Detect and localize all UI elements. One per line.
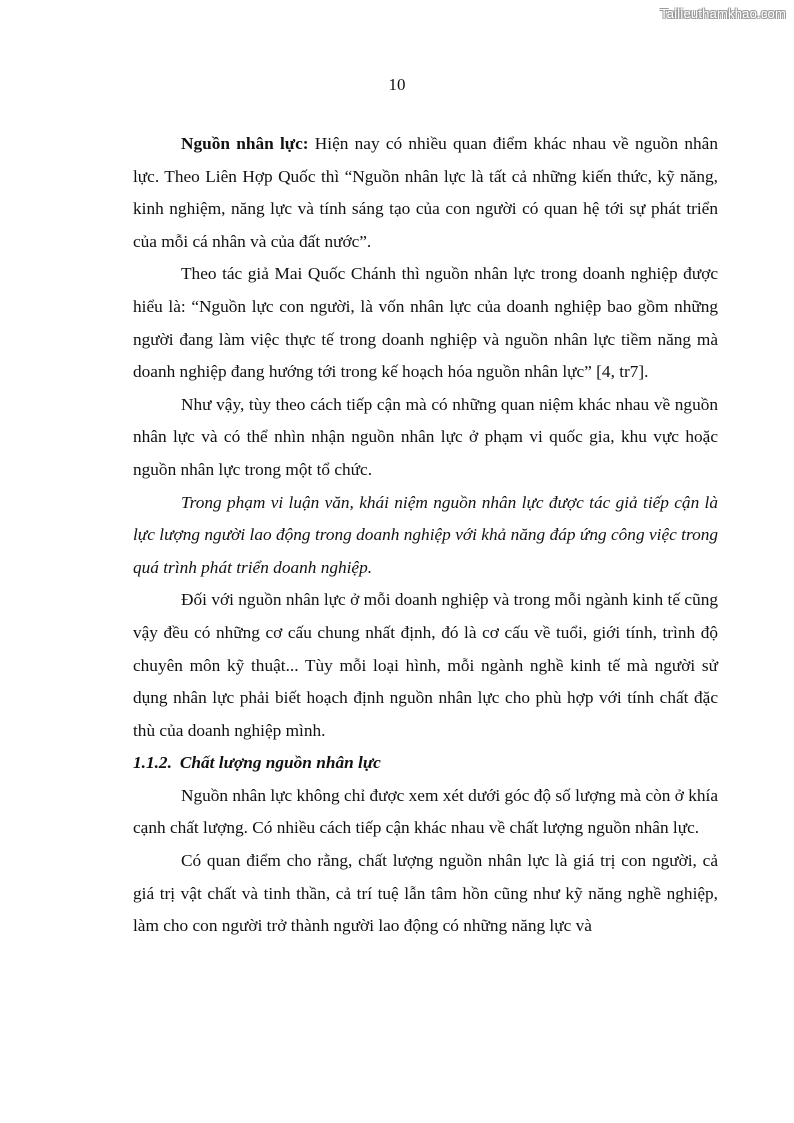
watermark: Tailieuthamkhao.com [660, 6, 786, 21]
page-number: 10 [388, 75, 406, 94]
paragraph-quality-intro: Nguồn nhân lực không chỉ được xem xét dưới góc độ số lượng mà còn ở khía cạnh chất lượng. Có nhiều cách tiếp cận khác nhau về chất lượng nguồn nhân lực. [133, 785, 718, 838]
term-label: Nguồn nhân lực: [181, 134, 309, 153]
paragraph-quality-viewpoint: Có quan điểm cho rằng, chất lượng nguồn nhân lực là giá trị con người, cả giá trị vật chất và tinh thần, cả trí tuệ lẫn tâm hồn cũng như kỹ năng nghề nghiệp, làm cho con người trở thành người lao động có những năng lực và [133, 851, 718, 936]
section-number: 1.1.2. [133, 753, 172, 773]
paragraph-human-resources-definition [133, 128, 718, 258]
paragraph-approaches: Như vậy, tùy theo cách tiếp cận mà có những quan niệm khác nhau về nguồn nhân lực và có thể nhìn nhận nguồn nhân lực ở phạm vi quốc gia, khu vực hoặc nguồn nhân lực trong một tổ chức. [133, 394, 718, 479]
section-heading [133, 747, 718, 780]
paragraph-mai-quoc-chanh: Theo tác giả Mai Quốc Chánh thì nguồn nhân lực trong doanh nghiệp được hiểu là: “Nguồn lực con người, là vốn nhân lực của doanh nghiệp bao gồm những người đang làm việc thực tế trong doanh nghiệp và nguồn nhân lực tiềm năng mà doanh nghiệp đang hướng tới trong kế hoạch hóa nguồn nhân lực” [4, tr7]. [133, 264, 718, 382]
paragraph-thesis-scope: Trong phạm vi luận văn, khái niệm nguồn nhân lực được tác giả tiếp cận là lực lượng người lao động trong doanh nghiệp với khả năng đáp ứng công việc trong quá trình phát triển doanh nghiệp. [133, 492, 718, 577]
paragraph-structure: Đối với nguồn nhân lực ở mỗi doanh nghiệp và trong mỗi ngành kinh tế cũng vậy đều có những cơ cấu chung nhất định, đó là cơ cấu về tuổi, giới tính, trình độ chuyên môn kỹ thuật... Tùy mỗi loại hình, mỗi ngành nghề kinh tế mà người sử dụng nhân lực phải biết hoạch định nguồn nhân lực cho phù hợp với tính chất đặc thù của doanh nghiệp mình. [133, 590, 718, 740]
section-title: Chất lượng nguồn nhân lực [179, 753, 381, 773]
paragraph-text: Hiện nay có nhiều quan điểm khác nhau về nguồn nhân lực. Theo Liên Hợp Quốc thì “Nguồn nhân lực là tất cả những kiến thức, kỹ năng, kinh nghiệm, năng lực và tính sáng tạo của con người có quan hệ tới sự phát triển của mỗi cá nhân và của đất nước”. [133, 134, 718, 251]
document-body [133, 128, 718, 943]
